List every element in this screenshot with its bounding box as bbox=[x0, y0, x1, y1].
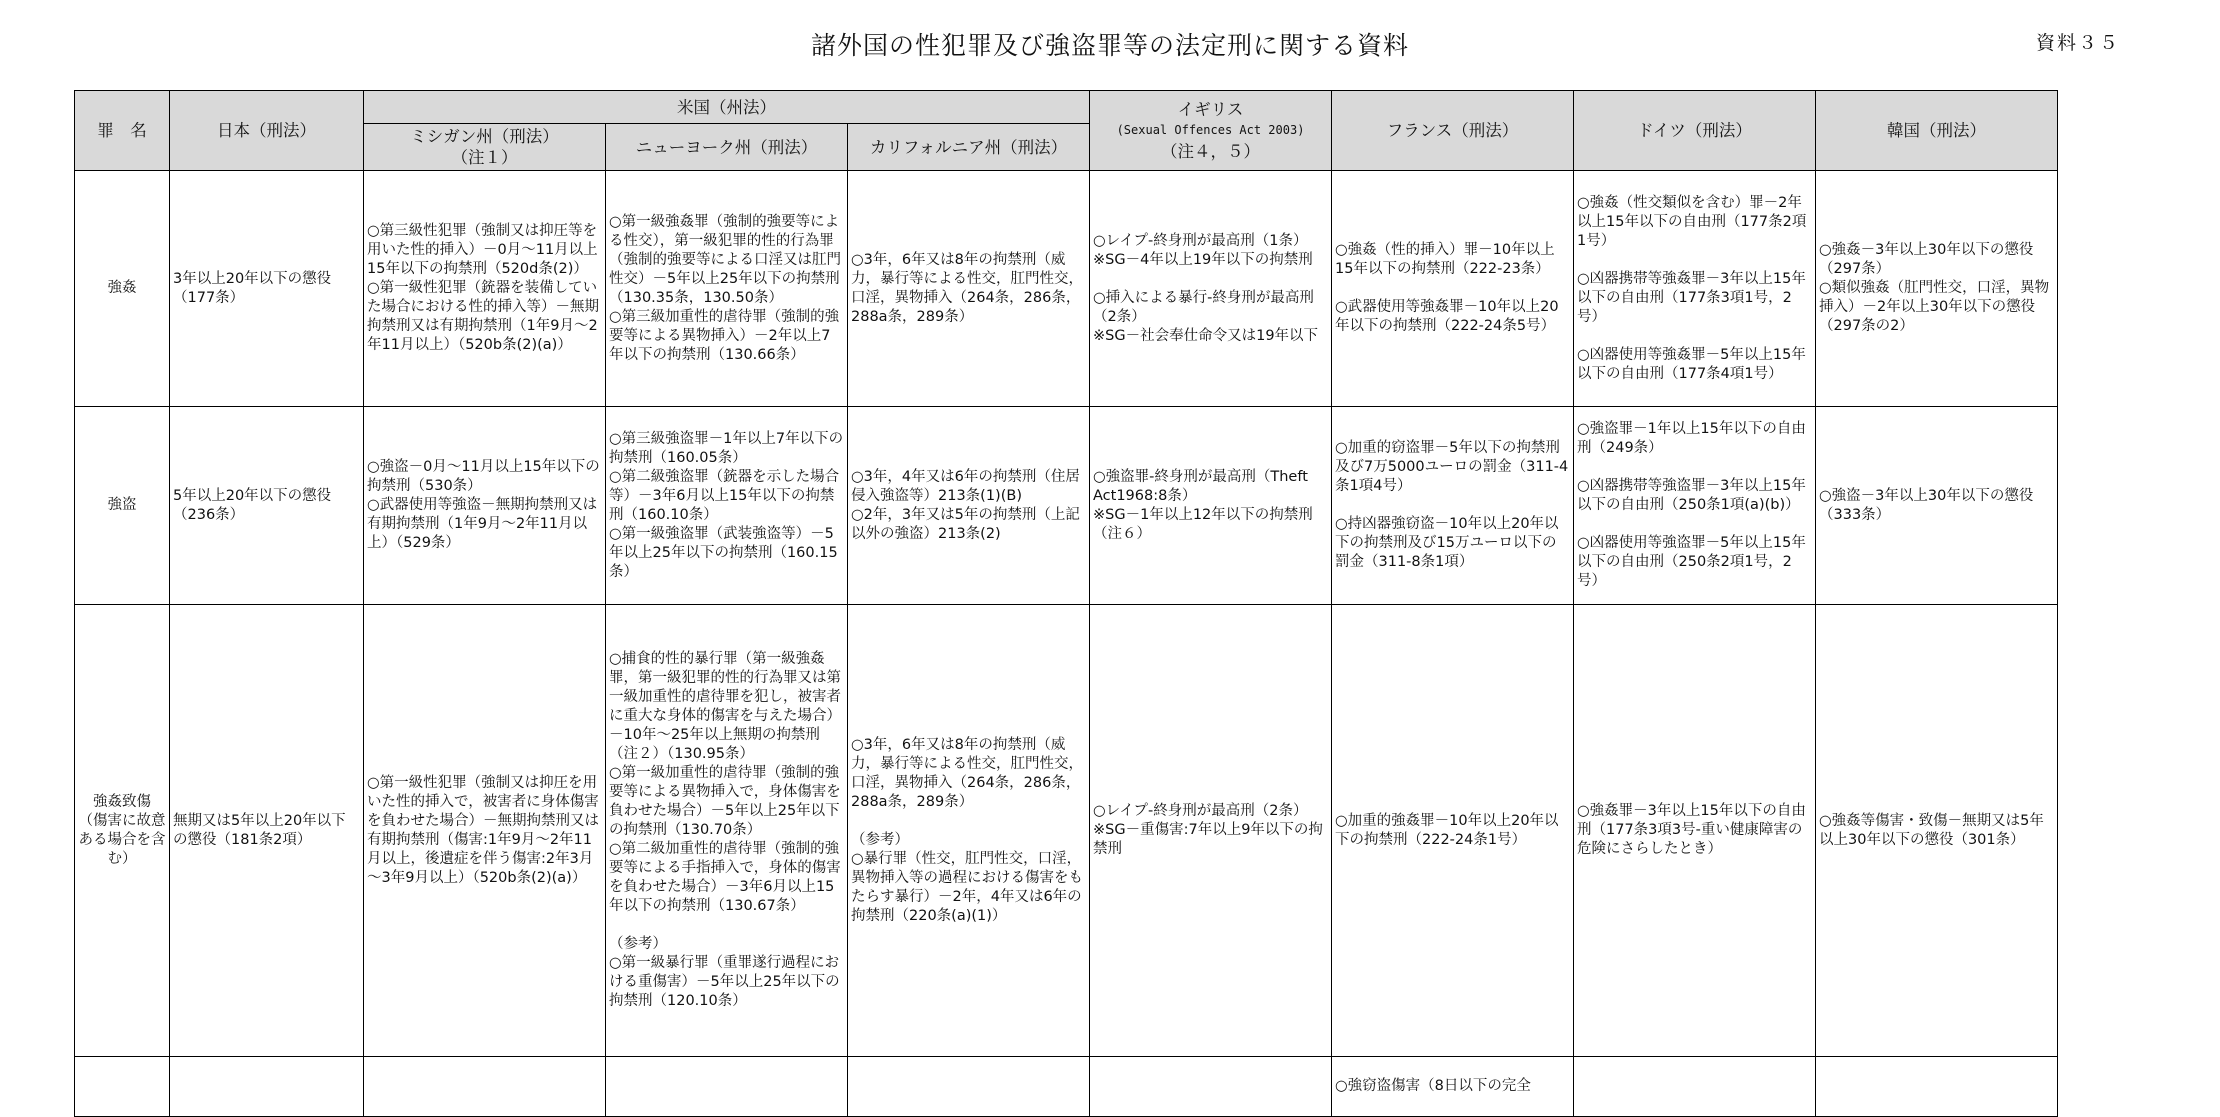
cell-text bbox=[1577, 458, 1812, 477]
cell-japan bbox=[170, 407, 364, 605]
cell-crime bbox=[75, 407, 170, 605]
cell-text: ○第一級強盗罪（武装強盗等）－5年以上25年以下の拘禁刑（160.15条） bbox=[609, 525, 838, 580]
cell-california bbox=[848, 171, 1090, 407]
cell-text: ○強盗－0月～11月以上15年以下の拘禁刑（530条） bbox=[367, 459, 600, 494]
cell-uk bbox=[1090, 407, 1332, 605]
cell-text bbox=[609, 916, 844, 935]
cell-michigan bbox=[364, 605, 606, 1057]
cell-crime bbox=[75, 171, 170, 407]
cell-korea bbox=[1816, 1057, 2058, 1117]
cell-text: ○捕食的性的暴行罪（第一級強姦罪，第一級犯罪的性的行為罪又は第一級加重性的虐待罪を犯し，被害者に重大な身体的傷害を与えた場合）－10年～25年以上無期の拘禁刑（注２）（130.95条） bbox=[609, 651, 841, 762]
cell-michigan bbox=[364, 1057, 606, 1117]
cell-text: ○第三級強盗罪－1年以上7年以下の拘禁刑（160.05条） bbox=[609, 430, 844, 466]
cell-newyork bbox=[606, 1057, 848, 1117]
header-uk-note: （注４，５） bbox=[1161, 142, 1260, 161]
cell-text: 強盗 bbox=[107, 497, 137, 513]
cell-text: ○強姦－3年以上30年以下の懲役（297条） bbox=[1819, 242, 2034, 277]
cell-text: ※SG－4年以上19年以下の拘禁刑 bbox=[1093, 251, 1313, 268]
header-france: フランス（刑法） bbox=[1332, 91, 1574, 171]
cell-text: 強姦 bbox=[107, 280, 137, 296]
cell-text: ○第三級性犯罪（強制又は抑圧等を用いた性的挿入）－0月～11月以上15年以下の拘禁刑（520d条(2)） bbox=[367, 223, 598, 277]
cell-text: 無期又は5年以上20年以下の懲役（181条2項） bbox=[173, 812, 346, 848]
cell-uk bbox=[1090, 171, 1332, 407]
cell-newyork bbox=[606, 407, 848, 605]
cell-text: ○第一級強姦罪（強制的強要等による性交），第一級犯罪的性的行為罪（強制的強要等による口淫又は肛門性交）－5年以上25年以下の拘禁刑（130.35条，130.50条） bbox=[609, 213, 841, 306]
cell-text: ○第一級加重性的虐待罪（強制的強要等による異物挿入で，身体傷害を負わせた場合）－5年以上25年以下の拘禁刑（130.70条） bbox=[609, 765, 841, 838]
cell-text: ○強盗罪-終身刑が最高刑（Theft Act1968:8条） bbox=[1093, 468, 1308, 504]
cell-michigan bbox=[364, 171, 606, 407]
table-row bbox=[75, 407, 2058, 605]
cell-text: ○暴行罪（性交，肛門性交，口淫，異物挿入等の過程における傷害をもたらす暴行）－2年，4年又は6年の拘禁刑（220条(a)(1)） bbox=[851, 850, 1083, 924]
cell-michigan bbox=[364, 407, 606, 605]
cell-japan bbox=[170, 1057, 364, 1117]
cell-text: （傷害に故意ある場合を含む） bbox=[78, 812, 166, 867]
header-uk bbox=[1090, 91, 1332, 171]
cell-france bbox=[1332, 1057, 1574, 1117]
cell-text: ○強姦等傷害・致傷－無期又は5年以上30年以下の懲役（301条） bbox=[1819, 812, 2044, 848]
cell-text: ○凶器携帯等強姦罪－3年以上15年以下の自由刑（177条3項1号，2号） bbox=[1577, 270, 1806, 325]
cell-text: ○第三級加重性的虐待罪（強制的強要等による異物挿入）－2年以上7年以下の拘禁刑（130.66条） bbox=[609, 308, 840, 363]
cell-text: ※SG－1年以上12年以下の拘禁刑（注６） bbox=[1093, 506, 1313, 542]
header-germany: ドイツ（刑法） bbox=[1574, 91, 1816, 171]
header-crime: 罪 名 bbox=[75, 91, 170, 171]
cell-text: ○第一級暴行罪（重罪遂行過程における重傷害）－5年以上25年以下の拘禁刑（120.10条） bbox=[609, 955, 840, 1009]
cell-text: ○凶器使用等強姦罪－5年以上15年以下の自由刑（177条4項1号） bbox=[1577, 346, 1806, 382]
cell-text: ○強窃盗傷害（8日以下の完全 bbox=[1335, 1078, 1531, 1094]
cell-france bbox=[1332, 407, 1574, 605]
cell-japan bbox=[170, 171, 364, 407]
cell-text bbox=[1577, 515, 1812, 534]
cell-uk bbox=[1090, 605, 1332, 1057]
header-newyork: ニューヨーク州（刑法） bbox=[606, 124, 848, 171]
cell-text: ○第一級性犯罪（強制又は抑圧を用いた性的挿入で，被害者に身体傷害を負わせた場合）－無期拘禁刑又は有期拘禁刑（傷害:1年9月～2年11月以上，後遺症を伴う傷害:2年3月～3年9月以上）（520b条(2)(a)） bbox=[367, 774, 599, 886]
cell-text: ○武器使用等強姦罪－10年以上20年以下の拘禁刑（222-24条5号） bbox=[1335, 299, 1559, 334]
header-us-group: 米国（州法） bbox=[364, 91, 1090, 124]
header-michigan-note: （注１） bbox=[451, 148, 518, 167]
cell-france bbox=[1332, 171, 1574, 407]
cell-text: ※SG－社会奉仕命令又は19年以下 bbox=[1093, 327, 1319, 344]
cell-text: 5年以上20年以下の懲役（236条） bbox=[173, 487, 332, 523]
cell-text: ○武器使用等強盗－無期拘禁刑又は有期拘禁刑（1年9月～2年11月以上）（529条） bbox=[367, 497, 598, 551]
cell-text: ○第二級加重性的虐待罪（強制的強要等による手指挿入で，身体的傷害を負わせた場合）－3年6月以上15年以下の拘禁刑（130.67条） bbox=[609, 841, 841, 914]
cell-california bbox=[848, 605, 1090, 1057]
cell-california bbox=[848, 407, 1090, 605]
cell-california bbox=[848, 1057, 1090, 1117]
document-title: 諸外国の性犯罪及び強盗罪等の法定刑に関する資料 bbox=[810, 31, 1409, 60]
cell-text: （参考） bbox=[851, 831, 909, 848]
cell-france bbox=[1332, 605, 1574, 1057]
cell-text: ○凶器使用等強盗罪－5年以上15年以下の自由刑（250条2項1号，2号） bbox=[1577, 535, 1806, 589]
cell-text: ○強姦（性的挿入）罪－10年以上15年以下の拘禁刑（222-23条） bbox=[1335, 242, 1555, 277]
cell-germany bbox=[1574, 1057, 1816, 1117]
cell-text: ○強盗－3年以上30年以下の懲役（333条） bbox=[1819, 487, 2034, 523]
cell-newyork bbox=[606, 171, 848, 407]
cell-text: ○レイプ-終身刑が最高刑（2条） bbox=[1093, 803, 1308, 819]
cell-text: ○3年，4年又は6年の拘禁刑（住居侵入強盗等）213条(1)(B) bbox=[851, 468, 1080, 504]
cell-text: ○凶器携帯等強盗罪－3年以上15年以下の自由刑（250条1項(a)(b)） bbox=[1577, 478, 1806, 513]
cell-text bbox=[1577, 327, 1812, 346]
document-reference: 資料３５ bbox=[2036, 32, 2121, 54]
cell-text bbox=[1335, 279, 1570, 298]
cell-crime bbox=[75, 1057, 170, 1117]
header-california: カリフォルニア州（刑法） bbox=[848, 124, 1090, 171]
cell-text: ○3年，6年又は8年の拘禁刑（威力，暴行等による性交，肛門性交，口淫，異物挿入（264条，286条，288a条，289条） bbox=[851, 251, 1083, 325]
cell-text: 3年以上20年以下の懲役（177条） bbox=[173, 270, 332, 306]
table-row bbox=[75, 171, 2058, 407]
cell-text: ※SG－重傷害:7年以上9年以下の拘禁刑 bbox=[1093, 822, 1323, 857]
cell-text: ○強姦罪－3年以上15年以下の自由刑（177条3項3号-重い健康障害の危険にさらしたとき） bbox=[1577, 803, 1806, 857]
cell-text: ○第二級強盗罪（銃器を示した場合等）－3年6月以上15年以下の拘禁刑（160.10条） bbox=[609, 468, 840, 523]
cell-text: ○レイプ-終身刑が最高刑（1条） bbox=[1093, 232, 1308, 249]
cell-japan bbox=[170, 605, 364, 1057]
cell-crime bbox=[75, 605, 170, 1057]
cell-germany bbox=[1574, 407, 1816, 605]
cell-uk bbox=[1090, 1057, 1332, 1117]
table-row bbox=[75, 1057, 2058, 1117]
header-uk-act: (Sexual Offences Act 2003) bbox=[1116, 123, 1305, 137]
cell-text: ○挿入による暴行-終身刑が最高刑（2条） bbox=[1093, 289, 1314, 325]
header-michigan bbox=[364, 124, 606, 171]
cell-text: （参考） bbox=[609, 936, 667, 952]
cell-text bbox=[851, 812, 1086, 831]
cell-text: ○類似強姦（肛門性交，口淫，異物挿入）－2年以上30年以下の懲役（297条の2） bbox=[1819, 280, 2050, 334]
cell-text: 強姦致傷 bbox=[93, 793, 151, 810]
header-michigan-name: ミシガン州（刑法） bbox=[410, 127, 559, 146]
cell-text: ○2年，3年又は5年の拘禁刑（上記以外の強盗）213条(2) bbox=[851, 506, 1080, 542]
cell-germany bbox=[1574, 605, 1816, 1057]
cell-germany bbox=[1574, 171, 1816, 407]
cell-korea bbox=[1816, 171, 2058, 407]
cell-text bbox=[1335, 496, 1570, 515]
cell-text: ○3年，6年又は8年の拘禁刑（威力，暴行等による性交，肛門性交，口淫，異物挿入（264条，286条，288a条，289条） bbox=[851, 736, 1083, 810]
cell-text: ○第一級性犯罪（銃器を装備していた場合における性的挿入等）－無期拘禁刑又は有期拘禁刑（1年9月～2年11月以上）（520b条(2)(a)） bbox=[367, 280, 599, 353]
table-row bbox=[75, 605, 2058, 1057]
header-uk-name: イギリス bbox=[1177, 100, 1244, 119]
header-japan: 日本（刑法） bbox=[170, 91, 364, 171]
cell-text bbox=[1577, 251, 1812, 270]
cell-korea bbox=[1816, 605, 2058, 1057]
cell-text: ○加重的強姦罪－10年以上20年以下の拘禁刑（222-24条1号） bbox=[1335, 812, 1559, 848]
table-body bbox=[75, 171, 2058, 1117]
penalty-comparison-table bbox=[74, 90, 2058, 1117]
cell-text: ○持凶器強窃盗－10年以上20年以下の拘禁刑及び15万ユーロ以下の罰金（311-8条1項） bbox=[1335, 516, 1559, 570]
cell-text: ○強姦（性交類似を含む）罪－2年以上15年以下の自由刑（177条2項1号） bbox=[1577, 194, 1807, 249]
cell-text: ○強盗罪－1年以上15年以下の自由刑（249条） bbox=[1577, 421, 1806, 456]
cell-text bbox=[1093, 270, 1328, 289]
cell-korea bbox=[1816, 407, 2058, 605]
cell-text: ○加重的窃盗罪－5年以下の拘禁刑及び7万5000ユーロの罰金（311-4条1項4号） bbox=[1335, 440, 1569, 494]
header-korea: 韓国（刑法） bbox=[1816, 91, 2058, 171]
cell-newyork bbox=[606, 605, 848, 1057]
